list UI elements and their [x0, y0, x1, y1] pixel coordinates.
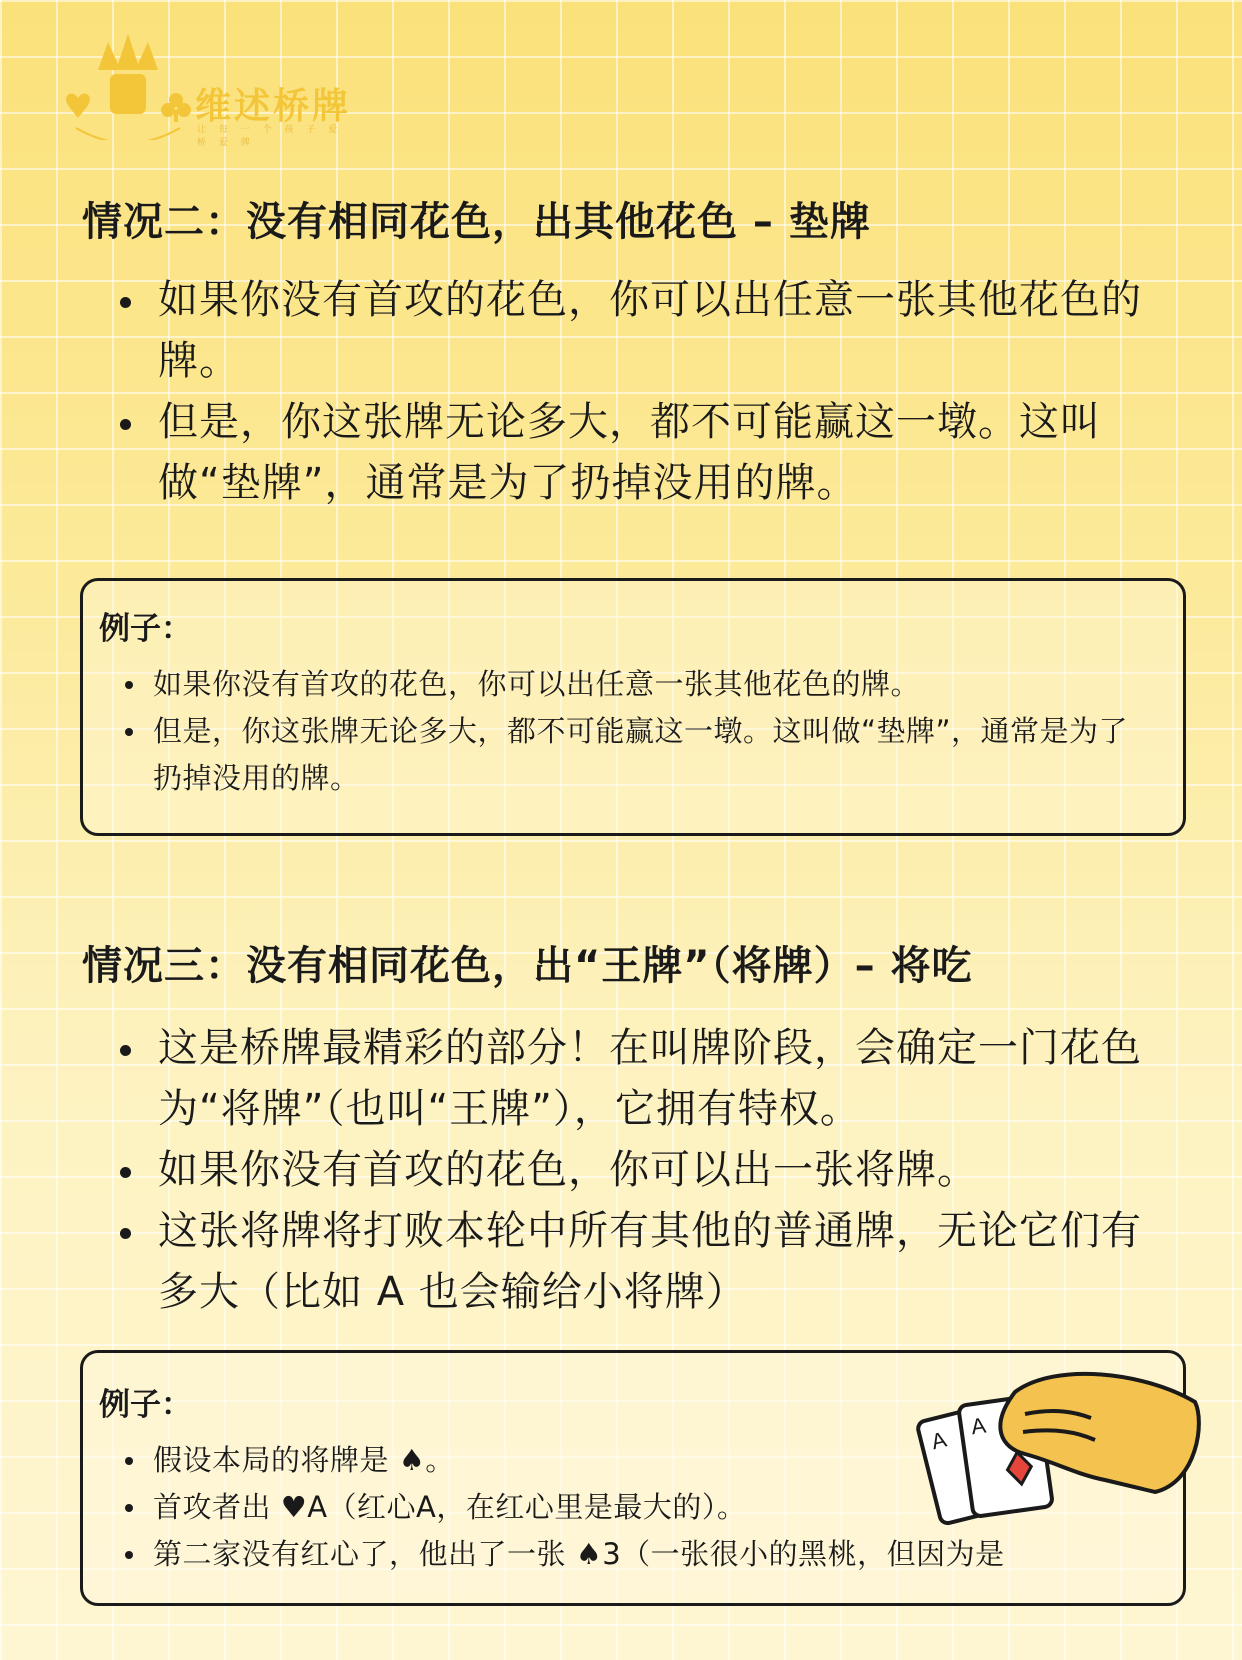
card-rank: A: [928, 1426, 949, 1455]
list-item: 如果你没有首攻的花色，你可以出任意一张其他花色的牌。: [125, 661, 1155, 708]
list-item: 但是，你这张牌无论多大，都不可能赢这一墩。这叫做“垫牌”，通常是为了扔掉没用的牌。: [120, 392, 1170, 514]
brand-name: 维述桥牌: [195, 86, 352, 127]
brand-tagline: 让 每 一 个 孩 子 爱 桥 爱 牌: [197, 125, 343, 148]
list-item: 这是桥牌最精彩的部分！在叫牌阶段，会确定一门花色为“将牌”（也叫“王牌”），它拥有特权。: [120, 1018, 1170, 1140]
example-list: [125, 661, 1155, 802]
trump-rules-list: [120, 1018, 1170, 1323]
example-title: 例子：: [99, 611, 192, 647]
hand-holding-cards-illustration: [905, 1362, 1205, 1540]
list-item: 第二家没有红心了，他出了一张 ♠3（一张很小的黑桃，但因为是: [125, 1531, 1145, 1578]
example-box-discard: [80, 578, 1186, 836]
card-rank: A: [969, 1412, 988, 1440]
discard-rules-list: [120, 270, 1170, 514]
section-heading-discard: 情况二：没有相同花色，出其他花色 – 垫牌: [82, 199, 871, 245]
section-heading-trump: 情况三：没有相同花色，出“王牌”（将牌）– 将吃: [82, 943, 973, 989]
list-item: 假设本局的将牌是 ♠。: [125, 1437, 1145, 1484]
list-item: 如果你没有首攻的花色，你可以出任意一张其他花色的牌。: [120, 270, 1170, 392]
example-title: 例子：: [99, 1387, 192, 1423]
list-item: 如果你没有首攻的花色，你可以出一张将牌。: [120, 1140, 1170, 1201]
brand-logo: [58, 30, 358, 148]
list-item: 首攻者出 ♥A（红心A，在红心里是最大的）。: [125, 1484, 1145, 1531]
list-item: 这张将牌将打败本轮中所有其他的普通牌，无论它们有多大（比如 A 也会输给小将牌）: [120, 1201, 1170, 1323]
crown-suit-emblem: [58, 30, 198, 140]
list-item: 但是，你这张牌无论多大，都不可能赢这一墩。这叫做“垫牌”，通常是为了扔掉没用的牌。: [125, 708, 1155, 802]
heart-suit-icon: [66, 93, 90, 118]
